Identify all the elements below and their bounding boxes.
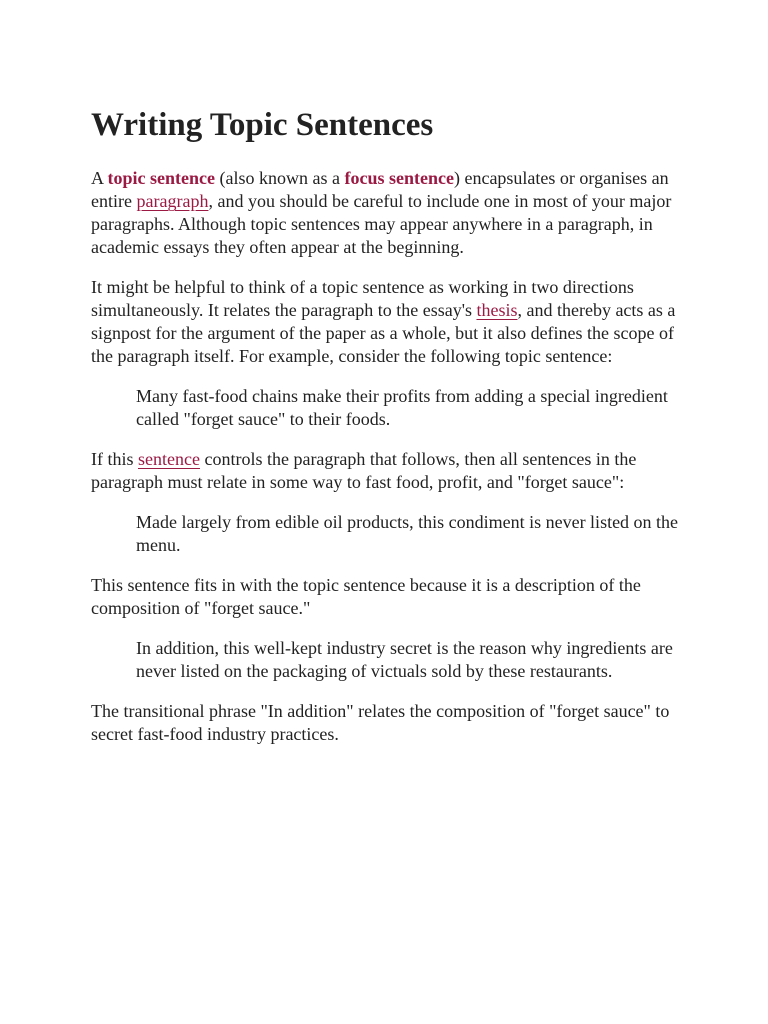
page-title: Writing Topic Sentences xyxy=(91,107,434,143)
example-supporting-sentence-2: In addition, this well-kept industry secret is the reason why ingredients are never listed on the packaging of victuals sold by these restaurants. xyxy=(136,638,673,681)
control-text-1: If this xyxy=(91,449,138,469)
intro-text-4: , and you should be careful to include one in most of your major paragraphs. Although topic sentences may appear anywhere in a paragraph, in academic essays they often appear at the beginning. xyxy=(91,191,672,257)
directions-text-1: It might be helpful to think of a topic sentence as working in two directions simultaneously. It relates the paragraph to the essay's xyxy=(91,277,634,320)
intro-paragraph xyxy=(91,167,686,259)
term-topic-sentence: topic sentence xyxy=(107,168,215,188)
explanation-paragraph-2: The transitional phrase "In addition" relates the composition of "forget sauce" to secret fast-food industry practices. xyxy=(91,701,670,744)
term-focus-sentence: focus sentence xyxy=(344,168,454,188)
intro-text-2: (also known as a xyxy=(215,168,345,188)
sentence-link[interactable]: sentence xyxy=(138,449,200,469)
paragraph-link[interactable]: paragraph xyxy=(136,191,209,211)
example-topic-sentence: Many fast-food chains make their profits from adding a special ingredient called "forget sauce" to their foods. xyxy=(136,386,668,429)
thesis-link[interactable]: thesis xyxy=(476,300,518,320)
directions-paragraph xyxy=(91,276,686,368)
example-supporting-sentence-1: Made largely from edible oil products, this condiment is never listed on the menu. xyxy=(136,512,679,555)
directions-text-2: , and thereby acts as a signpost for the argument of the paper as a whole, but it also defines the scope of the paragraph itself. For example, consider the following topic sentence: xyxy=(91,300,676,366)
explanation-paragraph-1: This sentence fits in with the topic sentence because it is a description of the composition of "forget sauce." xyxy=(91,575,641,618)
intro-text-1: A xyxy=(91,168,108,188)
control-paragraph xyxy=(91,448,686,494)
control-text-2: controls the paragraph that follows, then all sentences in the paragraph must relate in some way to fast food, profit, and "forget sauce": xyxy=(91,449,637,492)
intro-text-3: ) encapsulates or organises an entire xyxy=(91,168,669,211)
